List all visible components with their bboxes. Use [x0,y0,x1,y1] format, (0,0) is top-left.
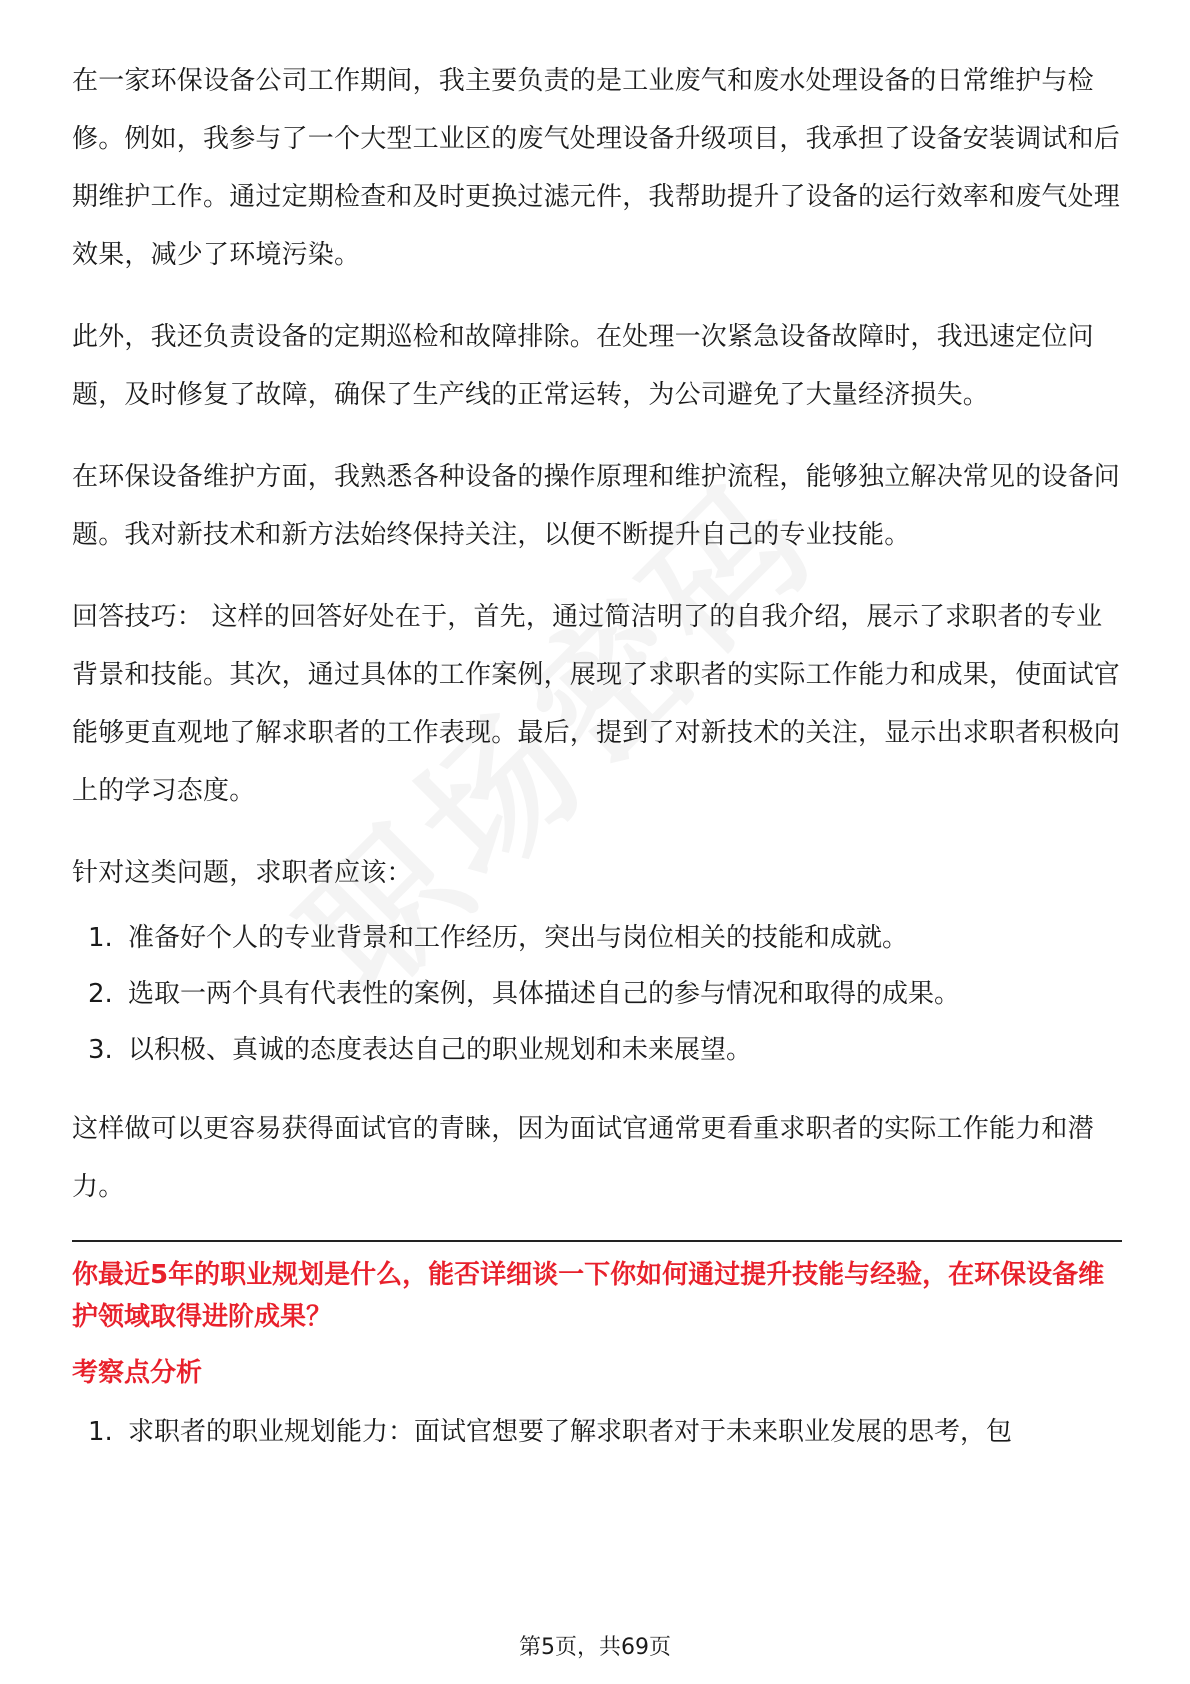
list-item-text: 准备好个人的专业背景和工作经历，突出与岗位相关的技能和成就。 [128,923,909,953]
section-divider [72,1240,1122,1242]
interview-question: 你最近5年的职业规划是什么，能否详细谈一下你如何通过提升技能与经验，在环保设备维护领域取得进阶成果？ [72,1260,1105,1332]
paragraph-maintenance-skills: 在环保设备维护方面，我熟悉各种设备的操作原理和维护流程，能够独立解决常见的设备问题。我对新技术和新方法始终保持关注，以便不断提升自己的专业技能。 [72,462,1121,550]
list-item-text: 选取一两个具有代表性的案例，具体描述自己的参与情况和取得的成果。 [128,979,961,1009]
list-item-text: 以积极、真诚的态度表达自己的职业规划和未来展望。 [128,1035,753,1065]
list-item [88,910,1122,966]
paragraph-advice-intro: 针对这类问题，求职者应该： [72,858,413,888]
list-item-number: 1. [88,1417,113,1447]
list-item-text: 求职者的职业规划能力：面试官想要了解求职者对于未来职业发展的思考，包 [128,1417,1013,1447]
analysis-heading: 考察点分析 [72,1358,203,1388]
list-item-number: 1. [88,923,113,953]
paragraph-answer-tips: 回答技巧： 这样的回答好处在于，首先，通过简洁明了的自我介绍，展示了求职者的专业背景和技能。其次，通过具体的工作案例，展现了求职者的实际工作能力和成果，使面试官能够更直观地了解求职者的工作表现。最后，提到了对新技术的关注，显示出求职者积极向上的学习态度。 [72,602,1121,806]
list-item [88,1022,1122,1078]
page-footer: 第5页，共69页 [519,1635,671,1660]
list-item [88,1404,1122,1460]
list-item-number: 3. [88,1035,113,1065]
advice-list [72,910,1122,1078]
paragraph-experience: 在一家环保设备公司工作期间，我主要负责的是工业废气和废水处理设备的日常维护与检修。例如，我参与了一个大型工业区的废气处理设备升级项目，我承担了设备安装调试和后期维护工作。通过定期检查和及时更换过滤元件，我帮助提升了设备的运行效率和废气处理效果，减少了环境污染。 [72,66,1121,270]
list-item [88,966,1122,1022]
paragraph-troubleshooting: 此外，我还负责设备的定期巡检和故障排除。在处理一次紧急设备故障时，我迅速定位问题，及时修复了故障，确保了生产线的正常运转，为公司避免了大量经济损失。 [72,322,1094,410]
document-body [72,52,1122,1482]
analysis-list [72,1404,1122,1460]
list-item-number: 2. [88,979,113,1009]
paragraph-closing: 这样做可以更容易获得面试官的青睐，因为面试官通常更看重求职者的实际工作能力和潜力。 [72,1114,1094,1202]
